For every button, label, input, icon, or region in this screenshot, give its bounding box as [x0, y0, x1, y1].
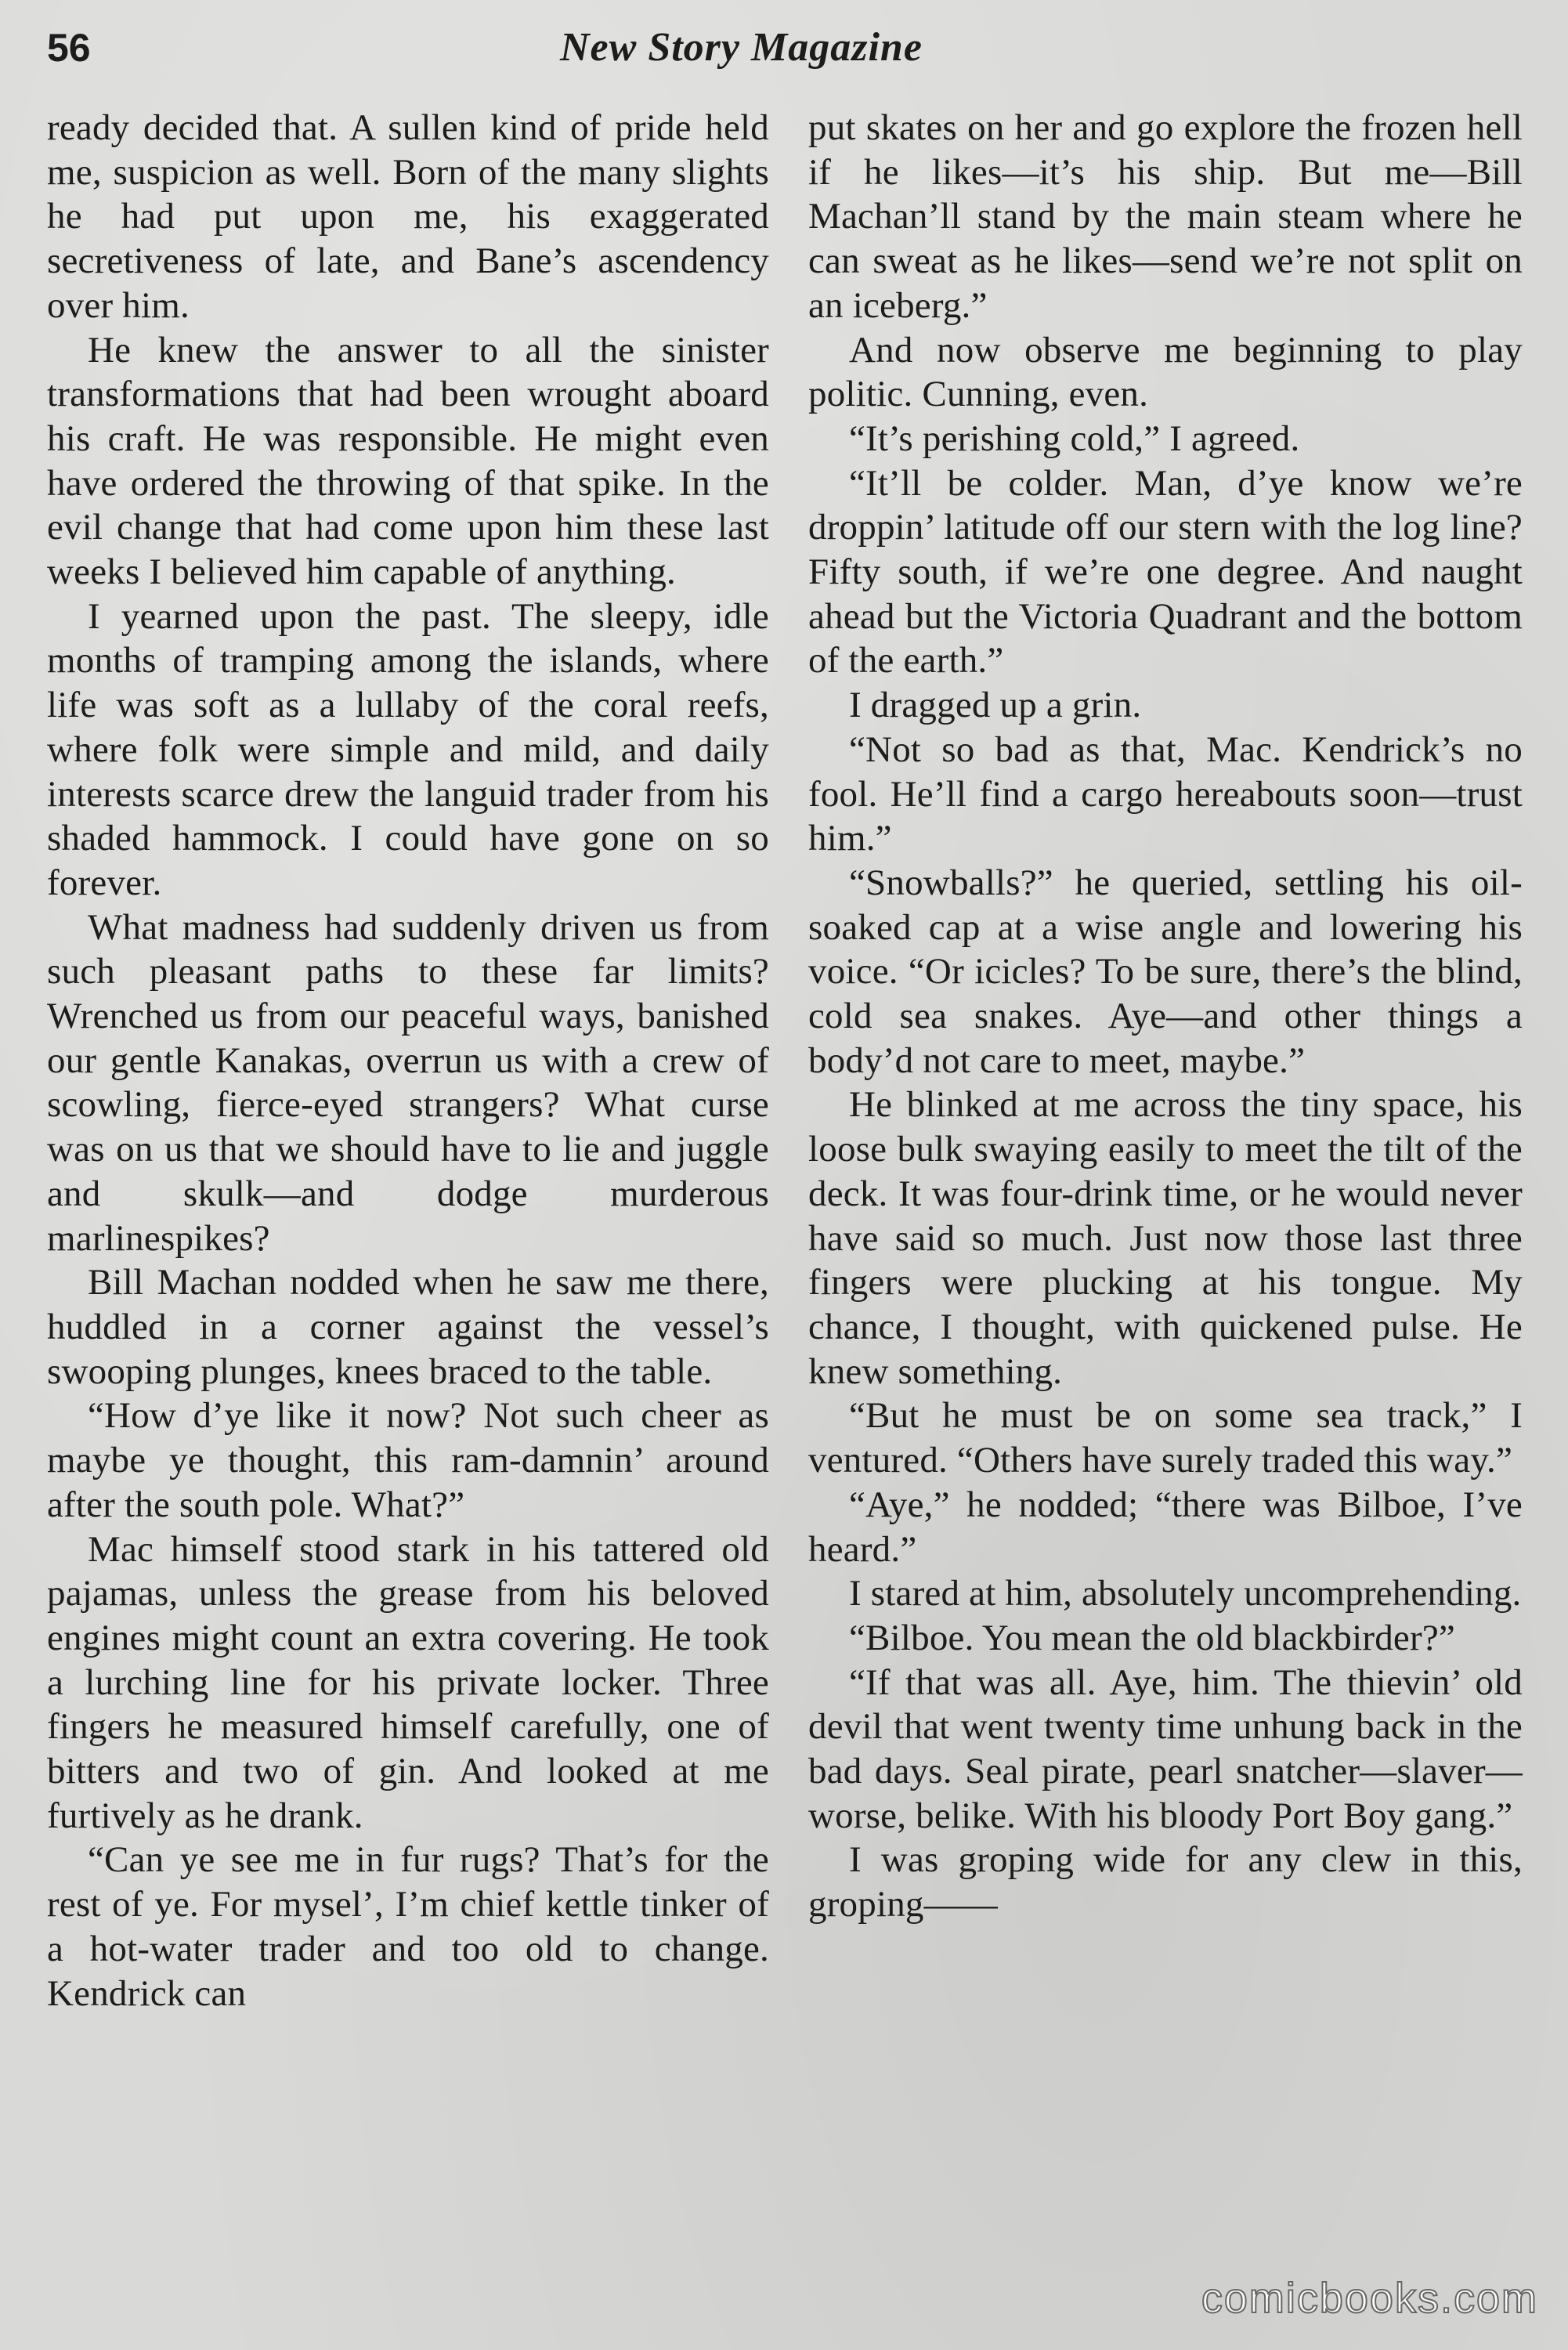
paragraph: He knew the answer to all the sinister transformations that had been wrought aboard his craft. He was responsible. He might even have ordered the throwing of that spike. In the evil change that had come upon him these last weeks I believed him capable of anything. [47, 329, 769, 593]
page-number: 56 [47, 26, 91, 70]
paragraph: “If that was all. Aye, him. The thievin’ old devil that went twenty time unhung back in the bad days. Seal pirate, pearl snatcher—slaver—worse, belike. With his bloody Port Boy gang.” [808, 1661, 1523, 1836]
paragraph: “Bilboe. You mean the old blackbirder?” [849, 1617, 1455, 1658]
paragraph: I was groping wide for any clew in this, groping—— [808, 1839, 1523, 1925]
paragraph: Bill Machan nodded when he saw me there, huddled in a corner against the vessel’s swooping plunges, knees braced to the table. [47, 1262, 769, 1392]
paragraph: He blinked at me across the tiny space, his loose bulk swaying easily to meet the tilt of the deck. It was four-drink time, or he would never have said so much. Just now those last three fingers were plucking at his tongue. My chance, I thought, with quickened pulse. He knew something. [808, 1084, 1523, 1392]
paragraph: “Snowballs?” he queried, settling his oil-soaked cap at a wise angle and lowering his voice. “Or icicles? To be sure, there’s the blind, cold sea snakes. Aye—and other things a body’d not care to meet, maybe.” [808, 862, 1523, 1081]
paragraph: Mac himself stood stark in his tattered old pajamas, unless the grease from his beloved engines might count an extra covering. He took a lurching line for his private locker. Three fingers he measured himself carefully, one of bitters and two of gin. And looked at me furtively as he drank. [47, 1528, 769, 1836]
paragraph: “Not so bad as that, Mac. Kendrick’s no fool. He’ll find a cargo hereabouts soon—trust him.” [808, 728, 1523, 859]
right-column [808, 106, 1523, 1927]
paragraph: What madness had suddenly driven us from such pleasant paths to these far limits? Wrenched us from our peaceful ways, banished our gentle Kanakas, overrun us with a crew of scowling, fierce-eyed strangers? What curse was on us that we should have to lie and juggle and skulk—and dodge murderous marlinespikes? [47, 906, 769, 1259]
magazine-title: New Story Magazine [560, 25, 923, 70]
paragraph: “It’s perishing cold,” I agreed. [849, 418, 1300, 459]
paragraph: I stared at him, absolutely uncomprehending. [849, 1573, 1522, 1614]
watermark-logo: comicbooks.com [1201, 2275, 1538, 2322]
paragraph: “How d’ye like it now? Not such cheer as maybe ye thought, this ram-damnin’ around after the south pole. What?” [47, 1395, 769, 1525]
paragraph: And now observe me beginning to play politic. Cunning, even. [808, 329, 1523, 415]
page-header [47, 24, 1535, 78]
paragraph: “But he must be on some sea track,” I ventured. “Others have surely traded this way.” [808, 1395, 1523, 1481]
paragraph: “It’ll be colder. Man, d’ye know we’re droppin’ latitude off our stern with the log line? Fifty south, if we’re one degree. And naught ahead but the Victoria Quadrant and the bottom of the earth.” [808, 462, 1523, 682]
paragraph: ready decided that. A sullen kind of pride held me, suspicion as well. Born of the many slights he had put upon me, his exaggerated secretiveness of late, and Bane’s ascendency over him. [47, 107, 769, 326]
left-column [47, 106, 769, 2016]
paragraph: I yearned upon the past. The sleepy, idle months of tramping among the islands, where life was soft as a lullaby of the coral reefs, where folk were simple and mild, and daily interests scarce drew the languid trader from his shaded hammock. I could have gone on so forever. [47, 595, 769, 903]
paragraph: I dragged up a grin. [849, 685, 1142, 726]
paragraph: “Aye,” he nodded; “there was Bilboe, I’ve heard.” [808, 1484, 1523, 1570]
paragraph: put skates on her and go explore the frozen hell if he likes—it’s his ship. But me—Bill Machan’ll stand by the main steam where he can sweat as he likes—send we’re not split on an iceberg.” [808, 107, 1523, 326]
paragraph: “Can ye see me in fur rugs? That’s for the rest of ye. For mysel’, I’m chief kettle tinker of a hot-water trader and too old to change. Kendrick can [47, 1839, 769, 2014]
